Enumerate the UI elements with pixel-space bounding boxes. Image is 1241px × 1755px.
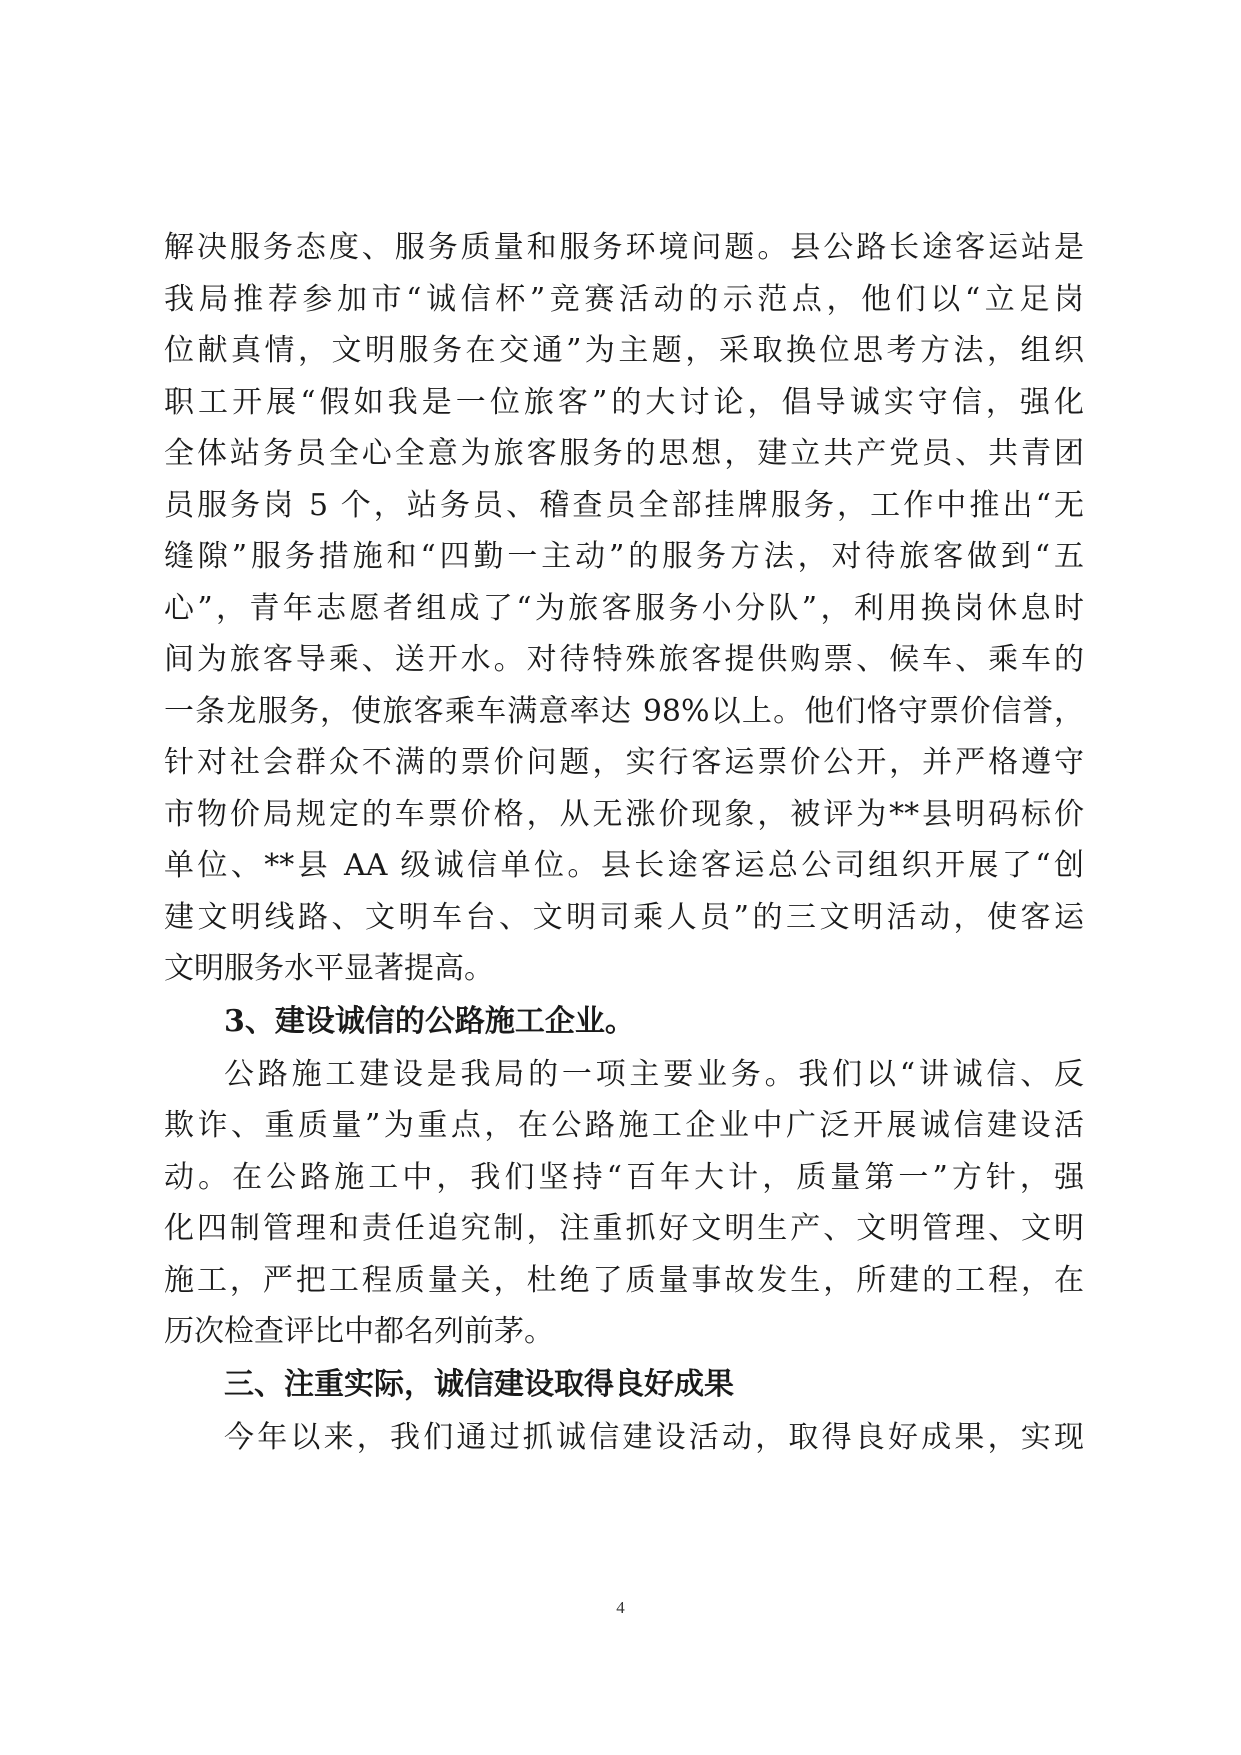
text-line: 建文明线路、文明车台、文明司乘人员”的三文明活动，使客运 — [164, 899, 1084, 935]
section-heading-results: 三、注重实际，诚信建设取得良好成果 — [224, 1366, 734, 1402]
text-line: 我局推荐参加市“诚信杯”竞赛活动的示范点，他们以“立足岗 — [164, 281, 1084, 317]
text-line: 公路施工建设是我局的一项主要业务。我们以“讲诚信、反 — [224, 1056, 1084, 1092]
text-line: 一条龙服务，使旅客乘车满意率达 98%以上。他们恪守票价信誉， — [164, 693, 1084, 729]
paragraph-road-construction — [164, 1049, 1084, 1358]
text-line: 动。在公路施工中，我们坚持“百年大计，质量第一”方针，强 — [164, 1159, 1084, 1195]
text-line: 解决服务态度、服务质量和服务环境问题。县公路长途客运站是 — [164, 230, 1084, 265]
text-line: 针对社会群众不满的票价问题，实行客运票价公开，并严格遵守 — [164, 745, 1084, 780]
text-line: 历次检查评比中都名列前茅。 — [164, 1314, 554, 1349]
text-line: 间为旅客导乘、送开水。对待特殊旅客提供购票、候车、乘车的 — [164, 642, 1084, 677]
subheading-road-construction: 3、建设诚信的公路施工企业。 — [224, 1003, 635, 1039]
text-line: 位献真情，文明服务在交通”为主题，采取换位思考方法，组织 — [164, 333, 1084, 368]
text-line: 心”，青年志愿者组成了“为旅客服务小分队”，利用换岗休息时 — [164, 590, 1084, 626]
page-body — [164, 222, 1084, 1463]
text-line: 今年以来，我们通过抓诚信建设活动，取得良好成果，实现 — [224, 1419, 1084, 1455]
paragraph-passenger-station — [164, 222, 1084, 995]
text-line: 欺诈、重质量”为重点，在公路施工企业中广泛开展诚信建设活 — [164, 1108, 1084, 1143]
text-line: 缝隙”服务措施和“四勤一主动”的服务方法，对待旅客做到“五 — [164, 539, 1084, 574]
text-line: 职工开展“假如我是一位旅客”的大讨论，倡导诚实守信，强化 — [164, 384, 1084, 420]
paragraph-results — [164, 1412, 1084, 1464]
text-line: 施工，严把工程质量关，杜绝了质量事故发生，所建的工程，在 — [164, 1262, 1084, 1298]
text-line: 文明服务水平显著提高。 — [164, 951, 494, 986]
text-line: 市物价局规定的车票价格，从无涨价现象，被评为**县明码标价 — [164, 796, 1084, 832]
text-line: 单位、**县 AA 级诚信单位。县长途客运总公司组织开展了“创 — [164, 848, 1084, 883]
text-line: 员服务岗 5 个，站务员、稽查员全部挂牌服务，工作中推出“无 — [164, 487, 1084, 523]
text-line: 化四制管理和责任追究制，注重抓好文明生产、文明管理、文明 — [164, 1211, 1084, 1246]
text-line: 全体站务员全心全意为旅客服务的思想，建立共产党员、共青团 — [164, 436, 1084, 471]
page-number: 4 — [616, 1598, 625, 1617]
